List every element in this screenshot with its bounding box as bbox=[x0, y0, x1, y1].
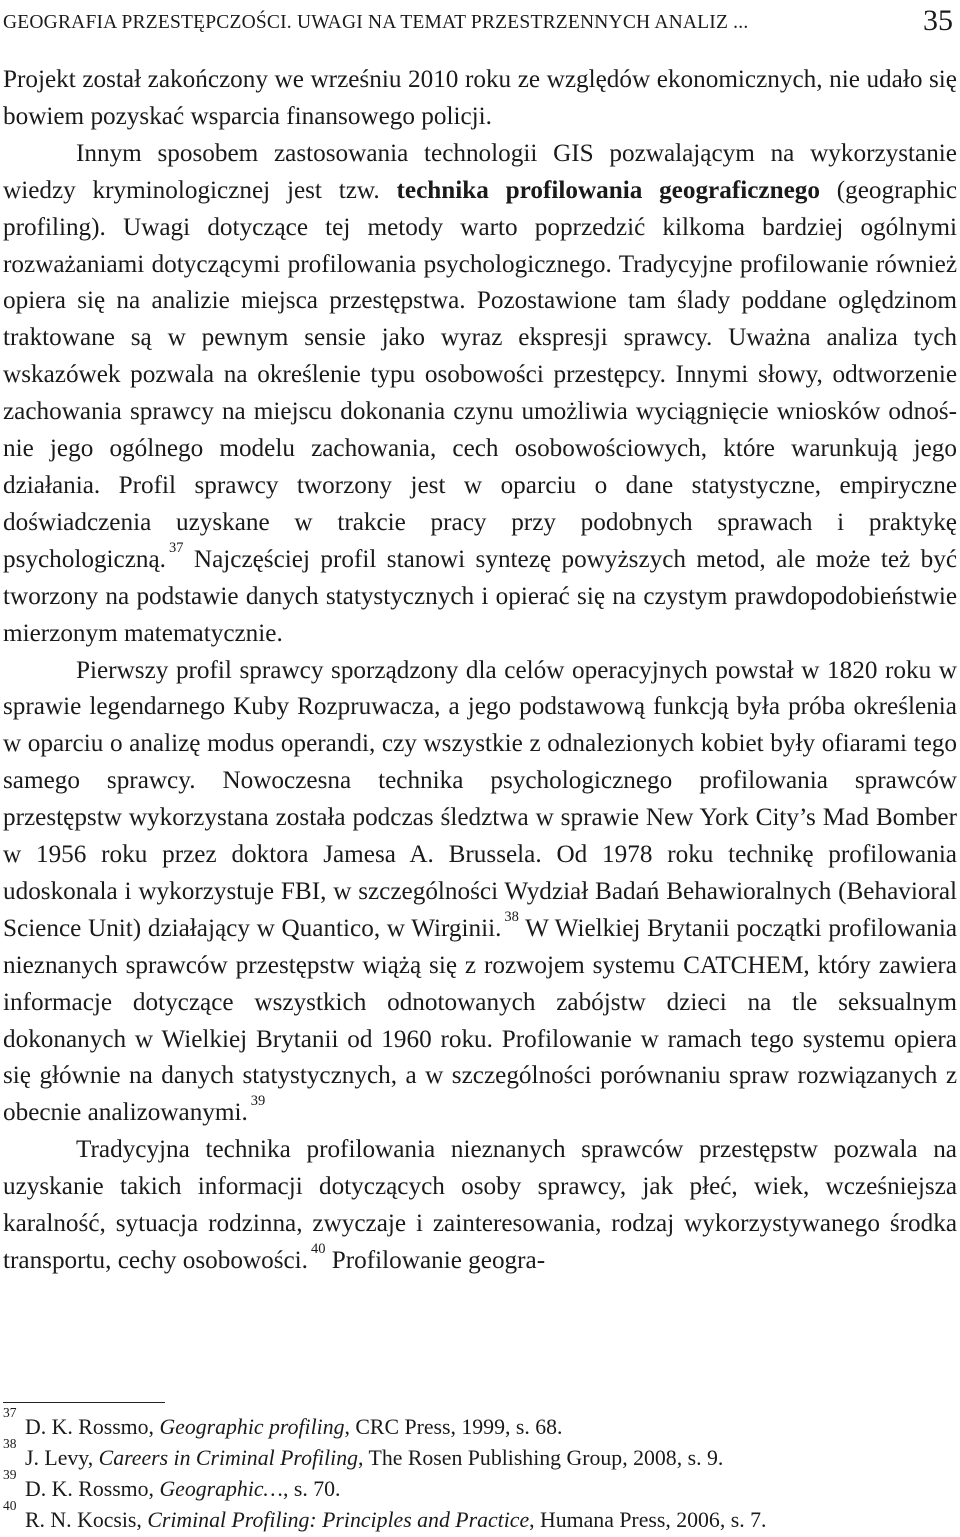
paragraph-2-text-b: (geographic profiling). Uwagi dotyczące tej metody warto poprzedzić kilkoma bardziej ogólnymi rozważaniami dotyczącymi profilowania psychologicznego. Tradycyjne profilowanie również opiera się na analizie miejsca przestępstwa. Pozostawione tam ślady poddane oględzinom traktowane są w pewnym sensie jako wyraz ekspresji sprawcy. Uważna analiza tych wskazówek pozwala na określenie typu osobowości przestępcy. Innymi słowy, odtworzenie zachowania sprawcy na miejscu dokonania czynu umożliwia wyciągnięcie wniosków odnośnie jego ogólnego modelu zachowania, cech osobowościowych, które warunkują jego działania. Profil sprawcy tworzony jest w oparciu o dane statystyczne, empiryczne doświadczenia uzyskane w trakcie pracy przy podobnych sprawach i praktykę psychologiczną. bbox=[3, 176, 958, 573]
paragraph-4-text-a: Tradycyjna technika profilowania nieznanych sprawców przestępstw pozwala na uzyskanie takich informacji dotyczących osoby sprawcy, jak płeć, wiek, wcześniejsza karalność, sytuacja rodzinna, zwyczaje i zainteresowania, rodzaj wykorzystywanego środka transportu, cechy osobowości. bbox=[3, 1136, 957, 1274]
footnote-number: 38 bbox=[3, 1436, 17, 1451]
footnote-author: J. Levy, bbox=[25, 1446, 99, 1470]
footnote-ref-37[interactable]: 37 bbox=[168, 539, 184, 556]
footnote-author: D. K. Rossmo, bbox=[25, 1415, 160, 1439]
footnote-ref-39[interactable]: 39 bbox=[250, 1093, 266, 1110]
footnote-publisher: , Humana Press, 2006, s. 7. bbox=[529, 1508, 767, 1532]
footnote-author: R. N. Kocsis, bbox=[25, 1508, 148, 1532]
footnote-title: Criminal Profiling: Principles and Practice bbox=[147, 1508, 530, 1532]
footnote-title: Careers in Criminal Profiling bbox=[98, 1446, 359, 1470]
footnote-item bbox=[3, 1498, 957, 1536]
paragraph-1 bbox=[3, 62, 957, 136]
paragraph-2-text-c: Najczęściej profil stanowi syntezę powyższych metod, ale może też być tworzony na podstawie danych statystycznych i opierać się na czystym prawdopodobieństwie mierzonym matematycznie. bbox=[3, 545, 957, 647]
paragraph-2 bbox=[3, 136, 957, 653]
footnote-title: Geographic… bbox=[159, 1477, 283, 1501]
footnote-ref-38[interactable]: 38 bbox=[504, 908, 519, 925]
body-text bbox=[3, 62, 957, 1280]
footnote-publisher: , CRC Press, 1999, s. 68. bbox=[344, 1415, 563, 1439]
paragraph-4 bbox=[3, 1132, 957, 1280]
footnote-number: 39 bbox=[3, 1467, 17, 1482]
paragraph-3-text-a: Pierwszy profil sprawcy sporządzony dla celów operacyjnych powstał w 1820 roku w sprawie legendarnego Kuby Rozpruwacza, a jego podstawową funkcją była próba określenia w oparciu o analizę modus operandi, czy wszystkie z odnalezionych kobiet były ofiarami tego samego sprawcy. Nowoczesna technika psychologicznego profilowania sprawców przestępstw wykorzystana została podczas śledztwa w sprawie New York City’s Mad Bomber w 1956 roku przez doktora Jamesa A. Brussela. Od 1978 roku technikę profilowania udoskonala i wykorzystuje FBI, w szczególności Wydział Badań Behawioralnych (Behavioral Science Unit) działający w Quantico, w Wirginii. bbox=[3, 656, 957, 942]
paragraph-2-text-a: Innym sposobem zastosowania technologii GIS pozwalającym na wykorzystanie wiedzy kryminologicznej jest tzw. bbox=[3, 139, 957, 204]
page-number: 35 bbox=[923, 4, 953, 37]
footnote-title: Geographic profiling bbox=[159, 1415, 345, 1439]
footnote-item bbox=[3, 1405, 957, 1443]
paragraph-1-text: Projekt został zakończony we wrześniu 2010 roku ze względów ekonomicznych, nie udało się bowiem pozyskać wsparcia finansowego policji. bbox=[3, 66, 957, 130]
footnote-publisher: , s. 70. bbox=[282, 1477, 341, 1501]
footnote-number: 40 bbox=[3, 1498, 17, 1513]
footnote-separator bbox=[3, 1402, 165, 1403]
paragraph-3-text-b: W Wielkiej Brytanii początki profilowania nieznanych sprawców przestępstw wiążą się z rozwojem systemu CATCHEM, który zawiera informacje dotyczące wszystkich odnotowanych zabójstw dzieci na tle seksualnym dokonanych w Wielkiej Brytanii od 1960 roku. Profilowanie w ramach tego systemu opiera się głównie na danych statystycznych, a w szczególności porównaniu spraw rozwiązanych z obecnie analizowanymi. bbox=[3, 914, 958, 1127]
footnotes bbox=[3, 1405, 957, 1536]
paragraph-3 bbox=[3, 653, 957, 1133]
term-geographic-profiling: technika profilowania geograficznego bbox=[396, 176, 820, 204]
footnote-publisher: , The Rosen Publishing Group, 2008, s. 9. bbox=[358, 1446, 724, 1470]
running-title: GEOGRAFIA PRZESTĘPCZOŚCI. UWAGI NA TEMAT PRZESTRZENNYCH ANALIZ ... bbox=[3, 12, 749, 33]
footnote-item bbox=[3, 1467, 957, 1505]
running-head bbox=[3, 6, 957, 38]
footnote-item bbox=[3, 1436, 957, 1474]
footnote-number: 37 bbox=[3, 1405, 17, 1420]
footnote-ref-40[interactable]: 40 bbox=[310, 1241, 326, 1257]
paragraph-4-text-b: Profilowanie geogra- bbox=[325, 1247, 546, 1274]
footnote-author: D. K. Rossmo, bbox=[25, 1477, 160, 1501]
